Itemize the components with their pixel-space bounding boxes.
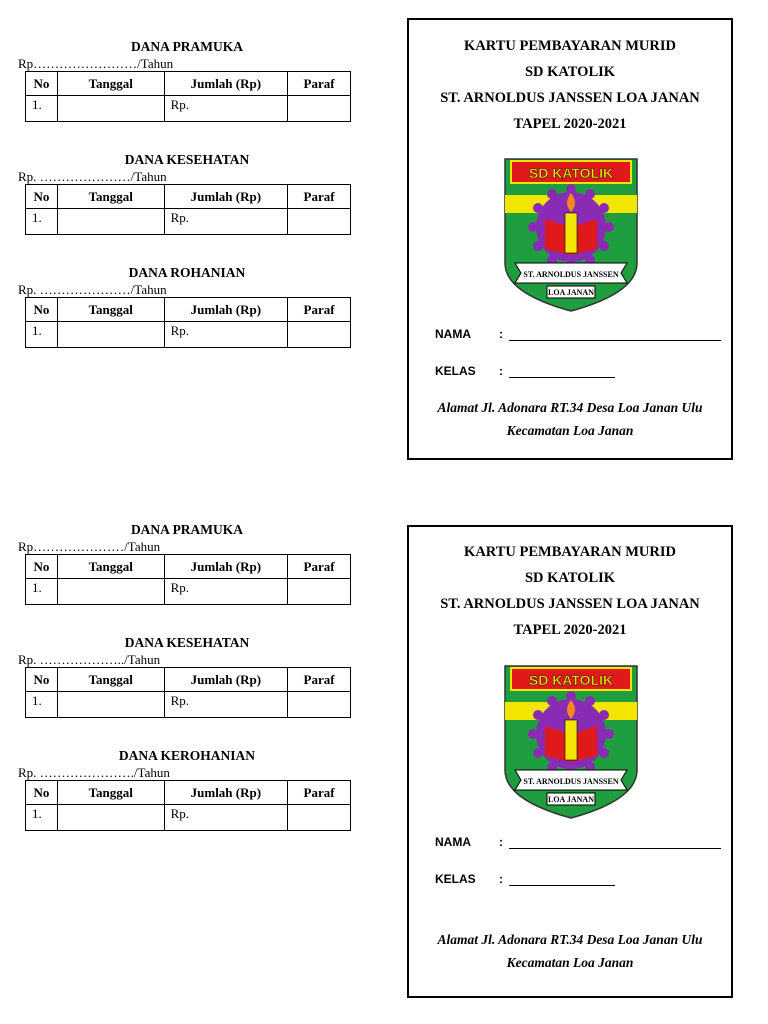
- cell-jumlah[interactable]: Rp.: [164, 579, 288, 605]
- fund-title: DANA KESEHATAN: [124, 152, 250, 167]
- payment-card: [407, 525, 733, 998]
- card-address: [409, 396, 731, 442]
- table-row: [26, 805, 351, 831]
- cell-paraf[interactable]: [288, 805, 351, 831]
- nama-colon: :: [499, 835, 503, 849]
- table-header-row: [26, 668, 351, 692]
- fund-table: [25, 667, 351, 718]
- fund-block-pramuka: [18, 38, 354, 122]
- header-no: No: [26, 72, 58, 96]
- table-header-row: [26, 185, 351, 209]
- cell-tanggal[interactable]: [57, 322, 164, 348]
- kelas-input-line[interactable]: [509, 874, 615, 886]
- fund-title: DANA PRAMUKA: [130, 522, 244, 537]
- cell-tanggal[interactable]: [57, 209, 164, 235]
- table-header-row: [26, 298, 351, 322]
- header-paraf: Paraf: [288, 298, 351, 322]
- kelas-colon: :: [499, 364, 503, 378]
- cell-no: 1.: [26, 579, 58, 605]
- header-no: No: [26, 668, 58, 692]
- nama-input-line[interactable]: [509, 329, 721, 341]
- table-header-row: [26, 781, 351, 805]
- fund-table: [25, 297, 351, 348]
- cell-tanggal[interactable]: [57, 579, 164, 605]
- nama-colon: :: [499, 327, 503, 341]
- header-paraf: Paraf: [288, 555, 351, 579]
- fund-block-pramuka: [18, 521, 354, 605]
- card-school-type: SD KATOLIK: [524, 64, 616, 80]
- header-tanggal: Tanggal: [57, 668, 164, 692]
- card-header: [409, 539, 731, 643]
- cell-jumlah[interactable]: Rp.: [164, 805, 288, 831]
- logo-banner-text: SD KATOLIK: [528, 165, 614, 181]
- card-header: [409, 33, 731, 137]
- address-line-2: Kecamatan Loa Janan: [506, 955, 634, 970]
- payment-card: [407, 18, 733, 460]
- fund-rp-line: Rp. …………………/Tahun: [18, 282, 167, 297]
- fund-rp-line: Rp. ………………../Tahun: [18, 652, 161, 667]
- cell-paraf[interactable]: [288, 322, 351, 348]
- header-no: No: [26, 781, 58, 805]
- cell-paraf[interactable]: [288, 692, 351, 718]
- cell-paraf[interactable]: [288, 96, 351, 122]
- table-row: [26, 96, 351, 122]
- kelas-field: [435, 872, 615, 886]
- cell-no: 1.: [26, 322, 58, 348]
- fund-block-kesehatan: [18, 634, 354, 718]
- card-year: TAPEL 2020-2021: [513, 622, 627, 638]
- kelas-input-line[interactable]: [509, 366, 615, 378]
- header-jumlah: Jumlah (Rp): [164, 298, 288, 322]
- header-no: No: [26, 298, 58, 322]
- header-jumlah: Jumlah (Rp): [164, 668, 288, 692]
- header-paraf: Paraf: [288, 781, 351, 805]
- fund-table: [25, 780, 351, 831]
- logo-ribbon-text: ST. ARNOLDUS JANSSEN: [523, 777, 619, 786]
- fund-table: [25, 184, 351, 235]
- cell-no: 1.: [26, 692, 58, 718]
- header-tanggal: Tanggal: [57, 185, 164, 209]
- cell-no: 1.: [26, 96, 58, 122]
- kelas-field: [435, 364, 615, 378]
- cell-jumlah[interactable]: Rp.: [164, 96, 288, 122]
- header-paraf: Paraf: [288, 185, 351, 209]
- logo-banner-text: SD KATOLIK: [528, 672, 614, 688]
- fund-rp-line: Rp…………………/Tahun: [18, 539, 161, 554]
- table-header-row: [26, 72, 351, 96]
- fund-title: DANA KESEHATAN: [124, 635, 250, 650]
- address-line-1: Alamat Jl. Adonara RT.34 Desa Loa Janan Ulu: [437, 932, 703, 947]
- kelas-label: KELAS: [435, 364, 476, 378]
- header-tanggal: Tanggal: [57, 555, 164, 579]
- fund-title: DANA PRAMUKA: [130, 39, 244, 54]
- address-line-2: Kecamatan Loa Janan: [506, 423, 634, 438]
- table-row: [26, 322, 351, 348]
- header-tanggal: Tanggal: [57, 298, 164, 322]
- nama-field: [435, 327, 721, 341]
- address-line-1: Alamat Jl. Adonara RT.34 Desa Loa Janan Ulu: [437, 400, 703, 415]
- header-no: No: [26, 185, 58, 209]
- fund-table: [25, 71, 351, 122]
- fund-block-kerohanian: [18, 747, 354, 831]
- header-jumlah: Jumlah (Rp): [164, 781, 288, 805]
- cell-paraf[interactable]: [288, 209, 351, 235]
- card-address: [409, 928, 731, 974]
- fund-block-kesehatan: [18, 151, 354, 235]
- cell-no: 1.: [26, 209, 58, 235]
- nama-label: NAMA: [435, 835, 471, 849]
- table-header-row: [26, 555, 351, 579]
- kelas-colon: :: [499, 872, 503, 886]
- fund-rp-line: Rp……………………/Tahun: [18, 56, 174, 71]
- header-jumlah: Jumlah (Rp): [164, 72, 288, 96]
- table-row: [26, 209, 351, 235]
- fund-rp-line: Rp. …………………./Tahun: [18, 765, 170, 780]
- table-row: [26, 579, 351, 605]
- cell-tanggal[interactable]: [57, 805, 164, 831]
- table-row: [26, 692, 351, 718]
- cell-jumlah[interactable]: Rp.: [164, 322, 288, 348]
- fund-title: DANA KEROHANIAN: [118, 748, 256, 763]
- nama-input-line[interactable]: [509, 837, 721, 849]
- cell-jumlah[interactable]: Rp.: [164, 209, 288, 235]
- header-paraf: Paraf: [288, 72, 351, 96]
- cell-tanggal[interactable]: [57, 96, 164, 122]
- logo-ribbon-text: ST. ARNOLDUS JANSSEN: [523, 270, 619, 279]
- card-school-type: SD KATOLIK: [524, 570, 616, 586]
- header-jumlah: Jumlah (Rp): [164, 555, 288, 579]
- kelas-label: KELAS: [435, 872, 476, 886]
- header-tanggal: Tanggal: [57, 72, 164, 96]
- header-tanggal: Tanggal: [57, 781, 164, 805]
- card-title: KARTU PEMBAYARAN MURID: [464, 38, 676, 54]
- fund-rp-line: Rp. …………………/Tahun: [18, 169, 167, 184]
- header-no: No: [26, 555, 58, 579]
- nama-label: NAMA: [435, 327, 471, 341]
- card-year: TAPEL 2020-2021: [513, 116, 627, 132]
- bottom-section: [0, 483, 768, 1024]
- header-paraf: Paraf: [288, 668, 351, 692]
- logo-place-text: LOA JANAN: [547, 795, 595, 804]
- fund-block-rohanian: [18, 264, 354, 348]
- card-school-name: ST. ARNOLDUS JANSSEN LOA JANAN: [440, 596, 700, 612]
- logo-place-text: LOA JANAN: [547, 288, 595, 297]
- cell-no: 1.: [26, 805, 58, 831]
- card-school-name: ST. ARNOLDUS JANSSEN LOA JANAN: [440, 90, 700, 106]
- cell-tanggal[interactable]: [57, 692, 164, 718]
- header-jumlah: Jumlah (Rp): [164, 185, 288, 209]
- card-title: KARTU PEMBAYARAN MURID: [464, 544, 676, 560]
- cell-jumlah[interactable]: Rp.: [164, 692, 288, 718]
- cell-paraf[interactable]: [288, 579, 351, 605]
- school-logo: [501, 155, 641, 315]
- school-crest-icon: [501, 155, 641, 315]
- school-crest-icon: [501, 662, 641, 822]
- fund-table: [25, 554, 351, 605]
- fund-title: DANA ROHANIAN: [128, 265, 246, 280]
- school-logo: [501, 662, 641, 822]
- nama-field: [435, 835, 721, 849]
